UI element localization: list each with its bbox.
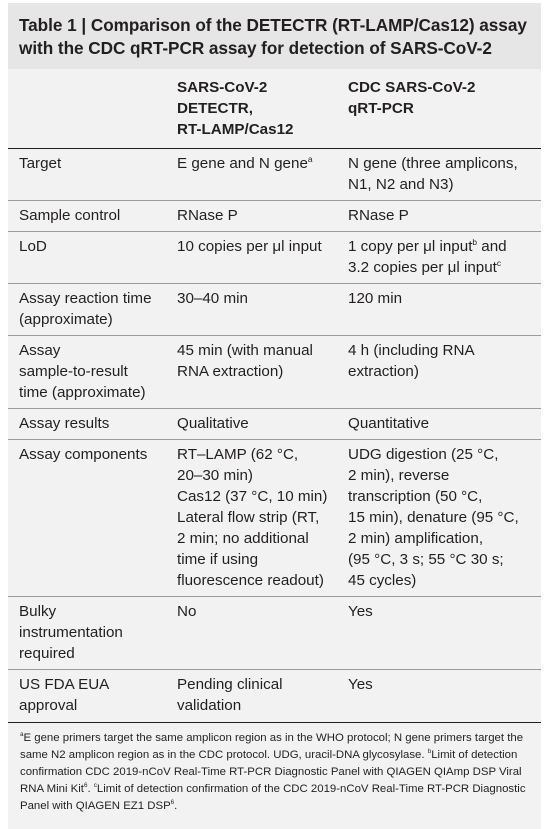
cell-line <box>348 257 535 278</box>
footnote-mark: b <box>427 748 432 756</box>
row-label-cell <box>8 284 177 336</box>
cell-line: 4 h (including RNA <box>348 342 475 359</box>
cell-line: Assay results <box>19 415 110 432</box>
cell-line: RNA extraction) <box>177 363 284 380</box>
cell-line: time (approximate) <box>19 384 146 401</box>
cell-line: Pending clinical <box>177 676 283 693</box>
cell-line: No <box>177 603 197 620</box>
cdc-value-cell <box>348 201 541 232</box>
cell-line: Yes <box>348 603 373 620</box>
table-row <box>8 440 541 597</box>
row-label-cell <box>8 201 177 232</box>
header-line: DETECTR, <box>177 100 253 117</box>
table-row <box>8 201 541 232</box>
cell-line: Cas12 (37 °C, 10 min) <box>177 488 328 505</box>
footnote-marker: c <box>496 257 502 268</box>
cell-line: 20–30 min) <box>177 467 253 484</box>
cell-line: instrumentation <box>19 624 123 641</box>
cell-line: Qualitative <box>177 415 249 432</box>
cdc-value-cell <box>348 597 541 670</box>
row-label-cell <box>8 336 177 409</box>
detectr-value-cell <box>177 336 348 409</box>
comparison-table <box>8 69 541 723</box>
detectr-value-cell <box>177 201 348 232</box>
table-title-prefix: Table 1 | <box>19 15 87 35</box>
detectr-value-cell <box>177 440 348 597</box>
footnote-marker: b <box>472 236 478 247</box>
cell-line: time if using <box>177 551 259 568</box>
cell-line: N1, N2 and N3) <box>348 176 454 193</box>
table-row <box>8 670 541 723</box>
cell-line: 120 min <box>348 290 403 307</box>
cell-line: LoD <box>19 238 47 255</box>
table-row <box>8 597 541 670</box>
cell-line: 15 min), denature (95 °C, <box>348 509 519 526</box>
footnote-text: Limit of detection confirmation CDC 2019-nCoV Real-Time RT-PCR Diagnostic Panel with QIAGEN QIAmp DSP Viral RNA Mini Kit <box>20 749 522 795</box>
detectr-value-cell <box>177 670 348 723</box>
detectr-value-cell <box>177 232 348 284</box>
cell-line <box>177 153 348 174</box>
row-label-cell <box>8 149 177 201</box>
cell-line: Yes <box>348 676 373 693</box>
cell-line: (95 °C, 3 s; 55 °C 30 s; <box>348 551 504 568</box>
table-title-text: Comparison of the DETECTR (RT-LAMP/Cas12) assay with the CDC qRT-PCR assay for detection of SARS-CoV-2 <box>19 15 527 58</box>
table-container <box>8 69 541 723</box>
cell-line <box>348 236 535 257</box>
row-label-cell <box>8 440 177 597</box>
cell-line: RNase P <box>177 207 238 224</box>
cell-line: Assay <box>19 342 61 359</box>
cdc-value-cell <box>348 670 541 723</box>
cdc-value-cell <box>348 336 541 409</box>
header-line: SARS-CoV-2 <box>177 79 268 96</box>
detectr-value-cell <box>177 409 348 440</box>
cell-line: 45 cycles) <box>348 572 417 589</box>
table-row <box>8 284 541 336</box>
table-header-row <box>8 69 541 149</box>
cell-line: validation <box>177 697 242 714</box>
footnote-ref: 6 <box>170 799 175 807</box>
header-line: qRT-PCR <box>348 100 414 117</box>
cdc-value-cell <box>348 440 541 597</box>
header-cell-detectr <box>177 69 348 149</box>
cell-line: 45 min (with manual <box>177 342 313 359</box>
cdc-value-cell <box>348 149 541 201</box>
header-cell-cdc <box>348 69 541 149</box>
cell-line: required <box>19 645 75 662</box>
header-line: CDC SARS-CoV-2 <box>348 79 476 96</box>
cell-text: 1 copy per μl input <box>348 238 473 255</box>
row-label-cell <box>8 409 177 440</box>
cell-line: Lateral flow strip (RT, <box>177 509 320 526</box>
cdc-value-cell <box>348 232 541 284</box>
table-row <box>8 232 541 284</box>
detectr-value-cell <box>177 284 348 336</box>
table-footnote <box>8 723 541 829</box>
footnote-ref: 6 <box>83 782 88 790</box>
cell-line: RT–LAMP (62 °C, <box>177 446 299 463</box>
cdc-value-cell <box>348 284 541 336</box>
footnote-marker: a <box>307 153 313 164</box>
cell-line: 10 copies per μl input <box>177 238 322 255</box>
cell-line: US FDA EUA <box>19 676 110 693</box>
cell-line: 2 min), reverse <box>348 467 450 484</box>
cell-line: fluorescence readout) <box>177 572 324 589</box>
cell-line: 2 min) amplification, <box>348 530 484 547</box>
footnote-text: . <box>87 783 94 795</box>
cell-line: extraction) <box>348 363 419 380</box>
footnote-mark: a <box>20 731 24 739</box>
cell-line: Assay components <box>19 446 148 463</box>
cell-line: RNase P <box>348 207 409 224</box>
cell-line: transcription (50 °C, <box>348 488 483 505</box>
table-row <box>8 409 541 440</box>
footnote-mark: c <box>93 782 97 790</box>
row-label-cell <box>8 232 177 284</box>
cell-line: Sample control <box>19 207 121 224</box>
row-label-cell <box>8 670 177 723</box>
cell-text: E gene and N gene <box>177 155 308 172</box>
table-title <box>8 3 541 69</box>
cell-line: 30–40 min <box>177 290 248 307</box>
header-cell-empty <box>8 69 177 149</box>
footnote-text: Limit of detection confirmation of the CDC 2019-nCoV Real-Time RT-PCR Diagnostic Panel with QIAGEN EZ1 DSP <box>20 783 526 812</box>
cell-line: Target <box>19 155 62 172</box>
cell-text: and <box>477 238 507 255</box>
cell-line: N gene (three amplicons, <box>348 155 518 172</box>
detectr-value-cell <box>177 597 348 670</box>
cell-line: 2 min; no additional <box>177 530 309 547</box>
footnote-text: E gene primers target the same amplicon region as in the WHO protocol; N gene primers target the same N2 amplicon region as in the CDC protocol. UDG, uracil-DNA glycosylase. <box>20 732 524 761</box>
table-row <box>8 149 541 201</box>
detectr-value-cell <box>177 149 348 201</box>
cdc-value-cell <box>348 409 541 440</box>
header-line: RT-LAMP/Cas12 <box>177 121 294 138</box>
cell-line: Bulky <box>19 603 57 620</box>
cell-line: sample-to-result <box>19 363 128 380</box>
row-label-cell <box>8 597 177 670</box>
cell-line: approval <box>19 697 78 714</box>
table-row <box>8 336 541 409</box>
cell-line: Quantitative <box>348 415 430 432</box>
cell-line: UDG digestion (25 °C, <box>348 446 499 463</box>
footnote-text: . <box>174 800 178 812</box>
cell-text: 3.2 copies per μl input <box>348 259 497 276</box>
cell-line: Assay reaction time <box>19 290 152 307</box>
cell-line: (approximate) <box>19 311 113 328</box>
